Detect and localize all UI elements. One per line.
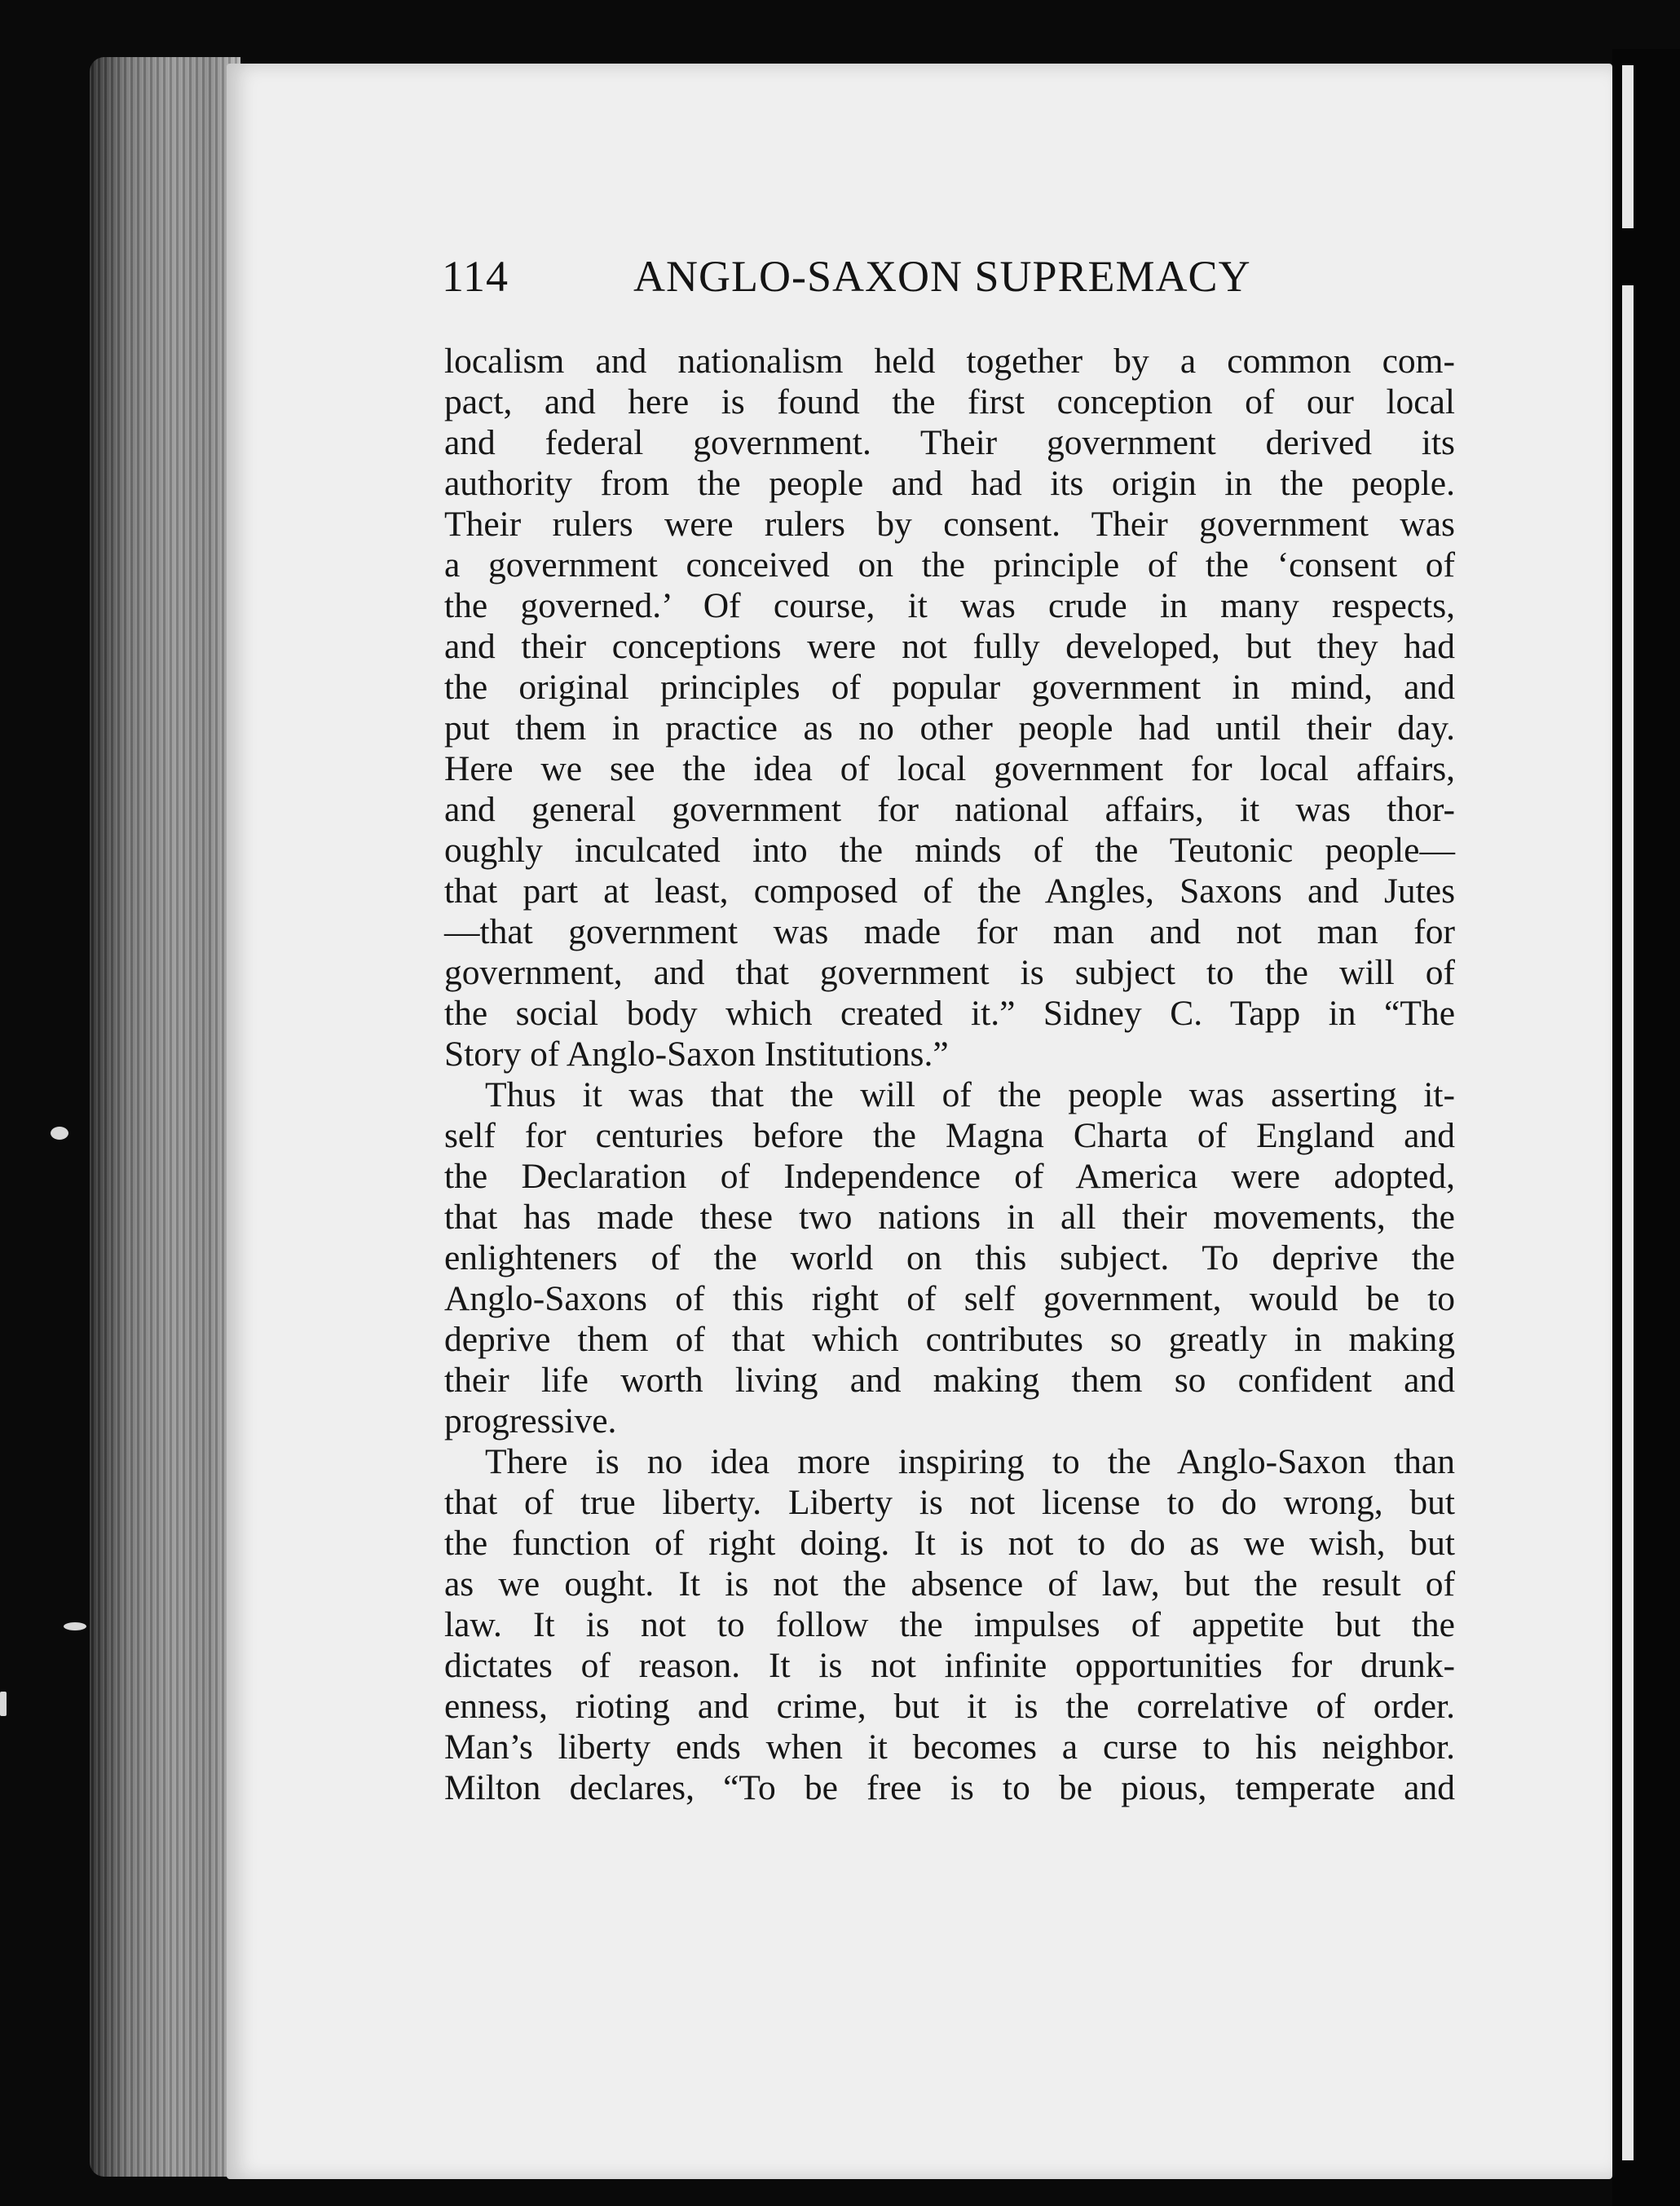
facing-page-edge-top [1622,65,1634,228]
text-line: oughly inculcated into the minds of the Teutonic people— [444,831,1455,870]
text-line: Anglo-Saxons of this right of self government, would be to [444,1279,1455,1318]
text-line: the social body which created it.” Sidney C. Tapp in “The [444,994,1455,1033]
body-text [444,341,1455,1808]
text-line: and their conceptions were not fully developed, but they had [444,627,1455,666]
text-line: that part at least, composed of the Angles, Saxons and Jutes [444,871,1455,911]
facing-page-edge-bottom [1622,285,1634,2160]
text-line: that has made these two nations in all their movements, the [444,1198,1455,1237]
text-line: government, and that government is subject to the will of [444,953,1455,992]
text-line: that of true liberty. Liberty is not license to do wrong, but [444,1483,1455,1522]
scan-speck [51,1127,68,1140]
scan-speck [64,1622,86,1630]
text-line: Story of Anglo-Saxon Institutions.” [444,1035,949,1074]
running-head [442,251,1461,316]
scan-speck [0,1692,7,1716]
page-number: 114 [442,252,509,301]
text-line: their life worth living and making them so confident and [444,1361,1455,1400]
text-line: Thus it was that the will of the people was asserting it- [485,1075,1455,1114]
text-line: —that government was made for man and not man for [444,912,1455,951]
text-line: a government conceived on the principle of the ‘consent of [444,545,1455,585]
text-line: law. It is not to follow the impulses of appetite but the [444,1605,1455,1644]
text-line: the governed.’ Of course, it was crude in many respects, [444,586,1455,625]
page-edge-stack [90,57,240,2177]
text-line: and general government for national affairs, it was thor- [444,790,1455,829]
text-line: and federal government. Their government derived its [444,423,1455,462]
text-line: the Declaration of Independence of America were adopted, [444,1157,1455,1196]
text-line: authority from the people and had its origin in the people. [444,464,1455,503]
text-line: localism and nationalism held together by a common com- [444,342,1455,381]
text-line: enness, rioting and crime, but it is the correlative of order. [444,1687,1455,1726]
text-line: Their rulers were rulers by consent. Their government was [444,505,1455,544]
text-line: dictates of reason. It is not infinite opportunities for drunk- [444,1646,1455,1685]
text-line: Milton declares, “To be free is to be pious, temperate and [444,1768,1455,1807]
text-line: enlighteners of the world on this subject. To deprive the [444,1238,1455,1277]
text-line: Here we see the idea of local government for local affairs, [444,749,1455,788]
text-line: the function of right doing. It is not to do as we wish, but [444,1524,1455,1563]
text-line: as we ought. It is not the absence of law, but the result of [444,1564,1455,1604]
text-line: There is no idea more inspiring to the Anglo-Saxon than [485,1442,1455,1481]
text-line: the original principles of popular government in mind, and [444,668,1455,707]
running-title: ANGLO-SAXON SUPREMACY [633,252,1251,301]
text-line: self for centuries before the Magna Charta of England and [444,1116,1455,1155]
text-line: progressive. [444,1401,617,1441]
text-line: pact, and here is found the first conception of our local [444,382,1455,421]
text-line: deprive them of that which contributes so greatly in making [444,1320,1455,1359]
text-line: Man’s liberty ends when it becomes a curse to his neighbor. [444,1727,1455,1767]
text-line: put them in practice as no other people had until their day. [444,708,1455,748]
